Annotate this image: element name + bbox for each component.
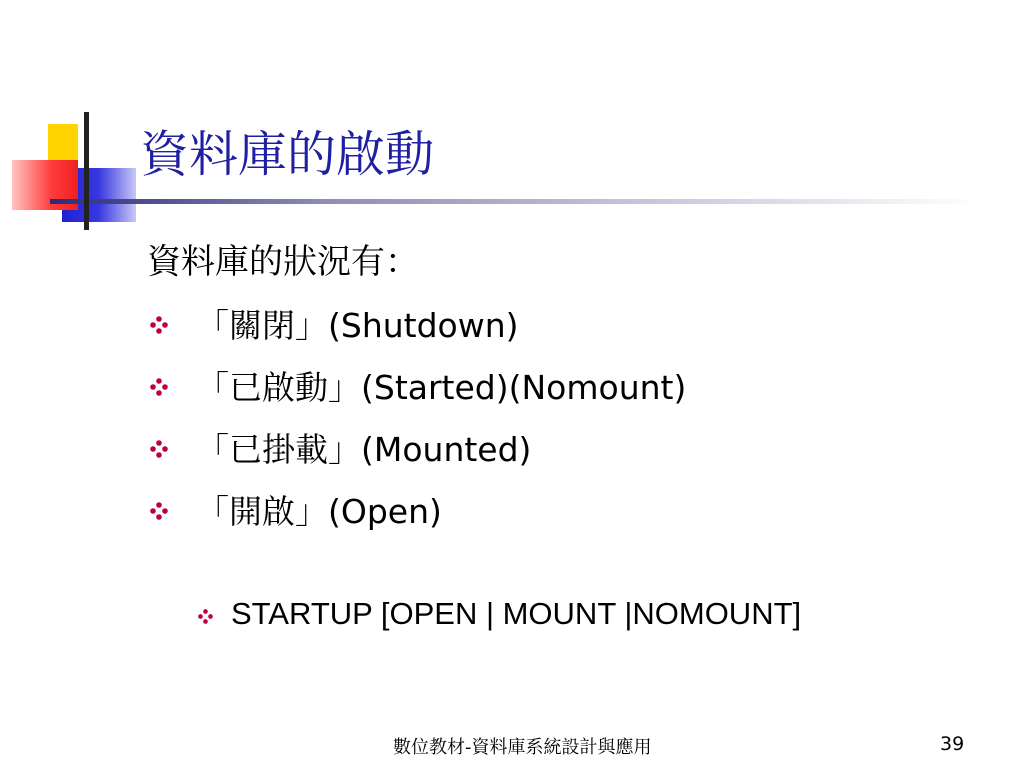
list-item-label: 「已掛載」(Mounted) (196, 429, 532, 469)
slide-title: 資料庫的啟動 (140, 126, 435, 183)
diamond-dots-icon (150, 440, 168, 458)
diamond-dots-icon (150, 316, 168, 334)
list-item (150, 478, 686, 540)
list-item (150, 354, 686, 416)
list-item-label: 「開啟」(Open) (196, 491, 442, 531)
sub-list-item (198, 596, 801, 632)
title-underline (50, 199, 980, 204)
diamond-dots-icon (150, 378, 168, 396)
vertical-line (84, 112, 89, 230)
list-item-label: 「已啟動」(Started)(Nomount) (196, 367, 687, 407)
diamond-dots-icon (150, 502, 168, 520)
page-number: 39 (940, 733, 965, 755)
intro-text: 資料庫的狀況有： (147, 242, 419, 282)
list-item (150, 292, 686, 354)
list-item (150, 416, 686, 478)
list-item-label: 「關閉」(Shutdown) (196, 305, 519, 345)
footer-text: 數位教材-資料庫系統設計與應用 (393, 737, 652, 758)
yellow-square (48, 124, 78, 164)
sub-list-item-label: STARTUP [OPEN | MOUNT |NOMOUNT] (231, 596, 802, 631)
diamond-dots-icon (198, 609, 213, 624)
title-decoration (0, 0, 1024, 240)
state-list (150, 292, 686, 540)
